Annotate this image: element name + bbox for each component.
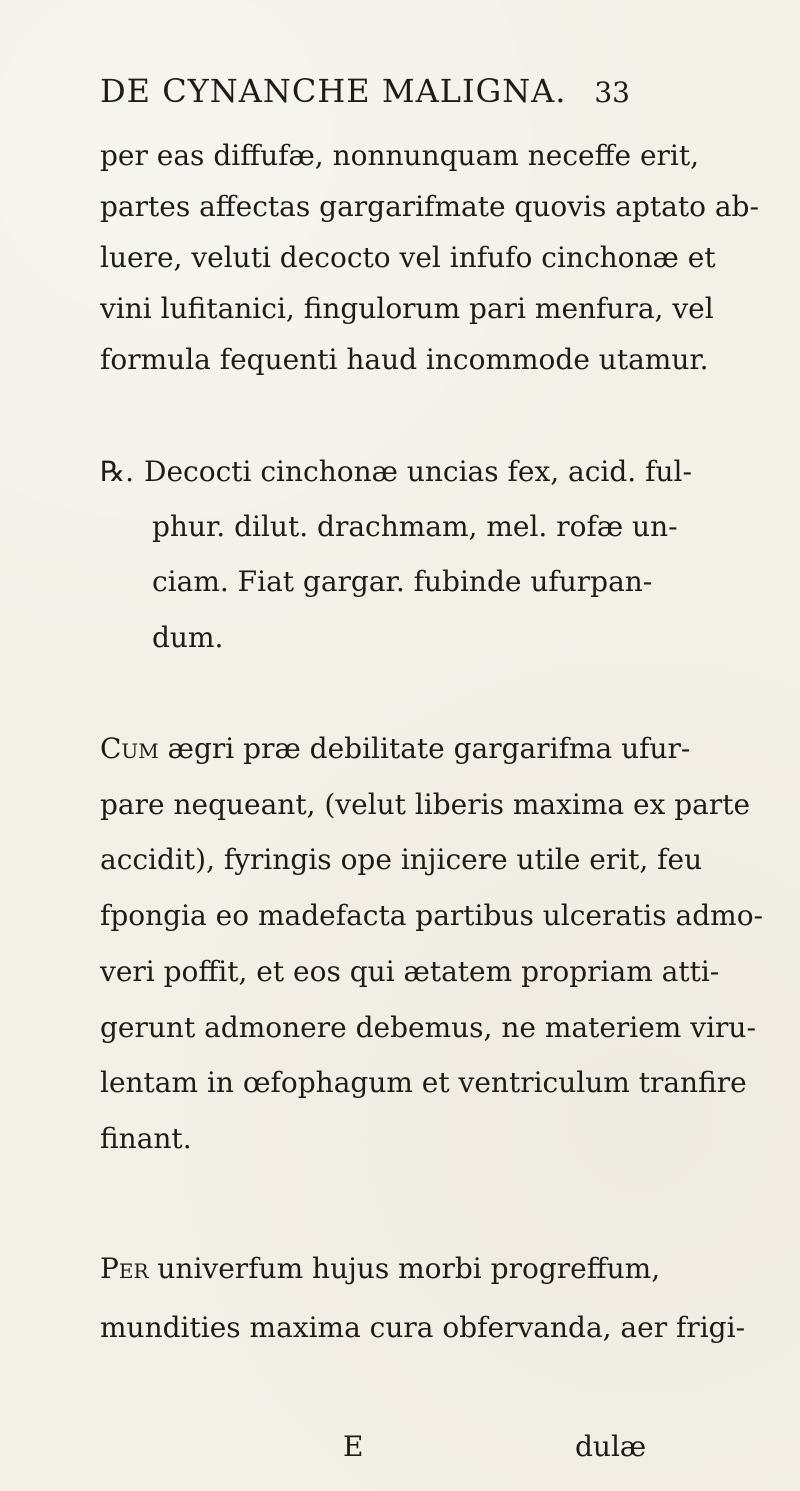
recipe-line (100, 455, 692, 488)
paragraph-lead: Per (100, 1252, 149, 1285)
running-head (100, 72, 630, 112)
text-line: finant. (100, 1122, 192, 1155)
recipe-text: Decocti cinchonæ uncias fex, acid. ful- (144, 455, 692, 488)
page-title: DE CYNANCHE MALIGNA. (100, 72, 567, 110)
paragraph-text: ægri præ debilitate gargarifma ufur- (158, 732, 691, 765)
text-line (100, 732, 691, 765)
text-line: per eas diffufæ, nonnunquam neceffe erit, (100, 139, 700, 172)
text-line: vini lufitanici, fingulorum pari menfura, vel (100, 292, 714, 325)
text-line: lentam in œfophagum et ventriculum tranfire (100, 1066, 747, 1099)
text-line: gerunt admonere debemus, ne materiem viru- (100, 1011, 756, 1044)
page-number: 33 (594, 76, 630, 109)
recipe-line: phur. dilut. drachmam, mel. rofæ un- (152, 510, 678, 543)
signature-mark: E (343, 1430, 364, 1463)
paragraph-lead: Cum (100, 732, 159, 765)
text-line (100, 1252, 661, 1285)
text-line: formula fequenti haud incommode utamur. (100, 343, 709, 376)
recipe-symbol: ℞. (100, 455, 135, 488)
paragraph-text: univerfum hujus morbi progreffum, (148, 1252, 661, 1285)
text-line: pare nequeant, (velut liberis maxima ex parte (100, 788, 751, 821)
text-line: veri poffit, et eos qui ætatem propriam atti- (100, 955, 720, 988)
recipe-line: ciam. Fiat gargar. fubinde ufurpan- (152, 565, 653, 598)
catchword: dulæ (575, 1430, 647, 1463)
text-line: luere, veluti decocto vel infufo cinchonæ et (100, 241, 716, 274)
text-line: mundities maxima cura obfervanda, aer frigi- (100, 1311, 746, 1344)
text-line: fpongia eo madefacta partibus ulceratis admo- (100, 899, 764, 932)
recipe-line: dum. (152, 621, 224, 654)
text-line: accidit), fyringis ope injicere utile erit, feu (100, 843, 703, 876)
text-line: partes affectas gargarifmate quovis aptato ab- (100, 190, 759, 223)
